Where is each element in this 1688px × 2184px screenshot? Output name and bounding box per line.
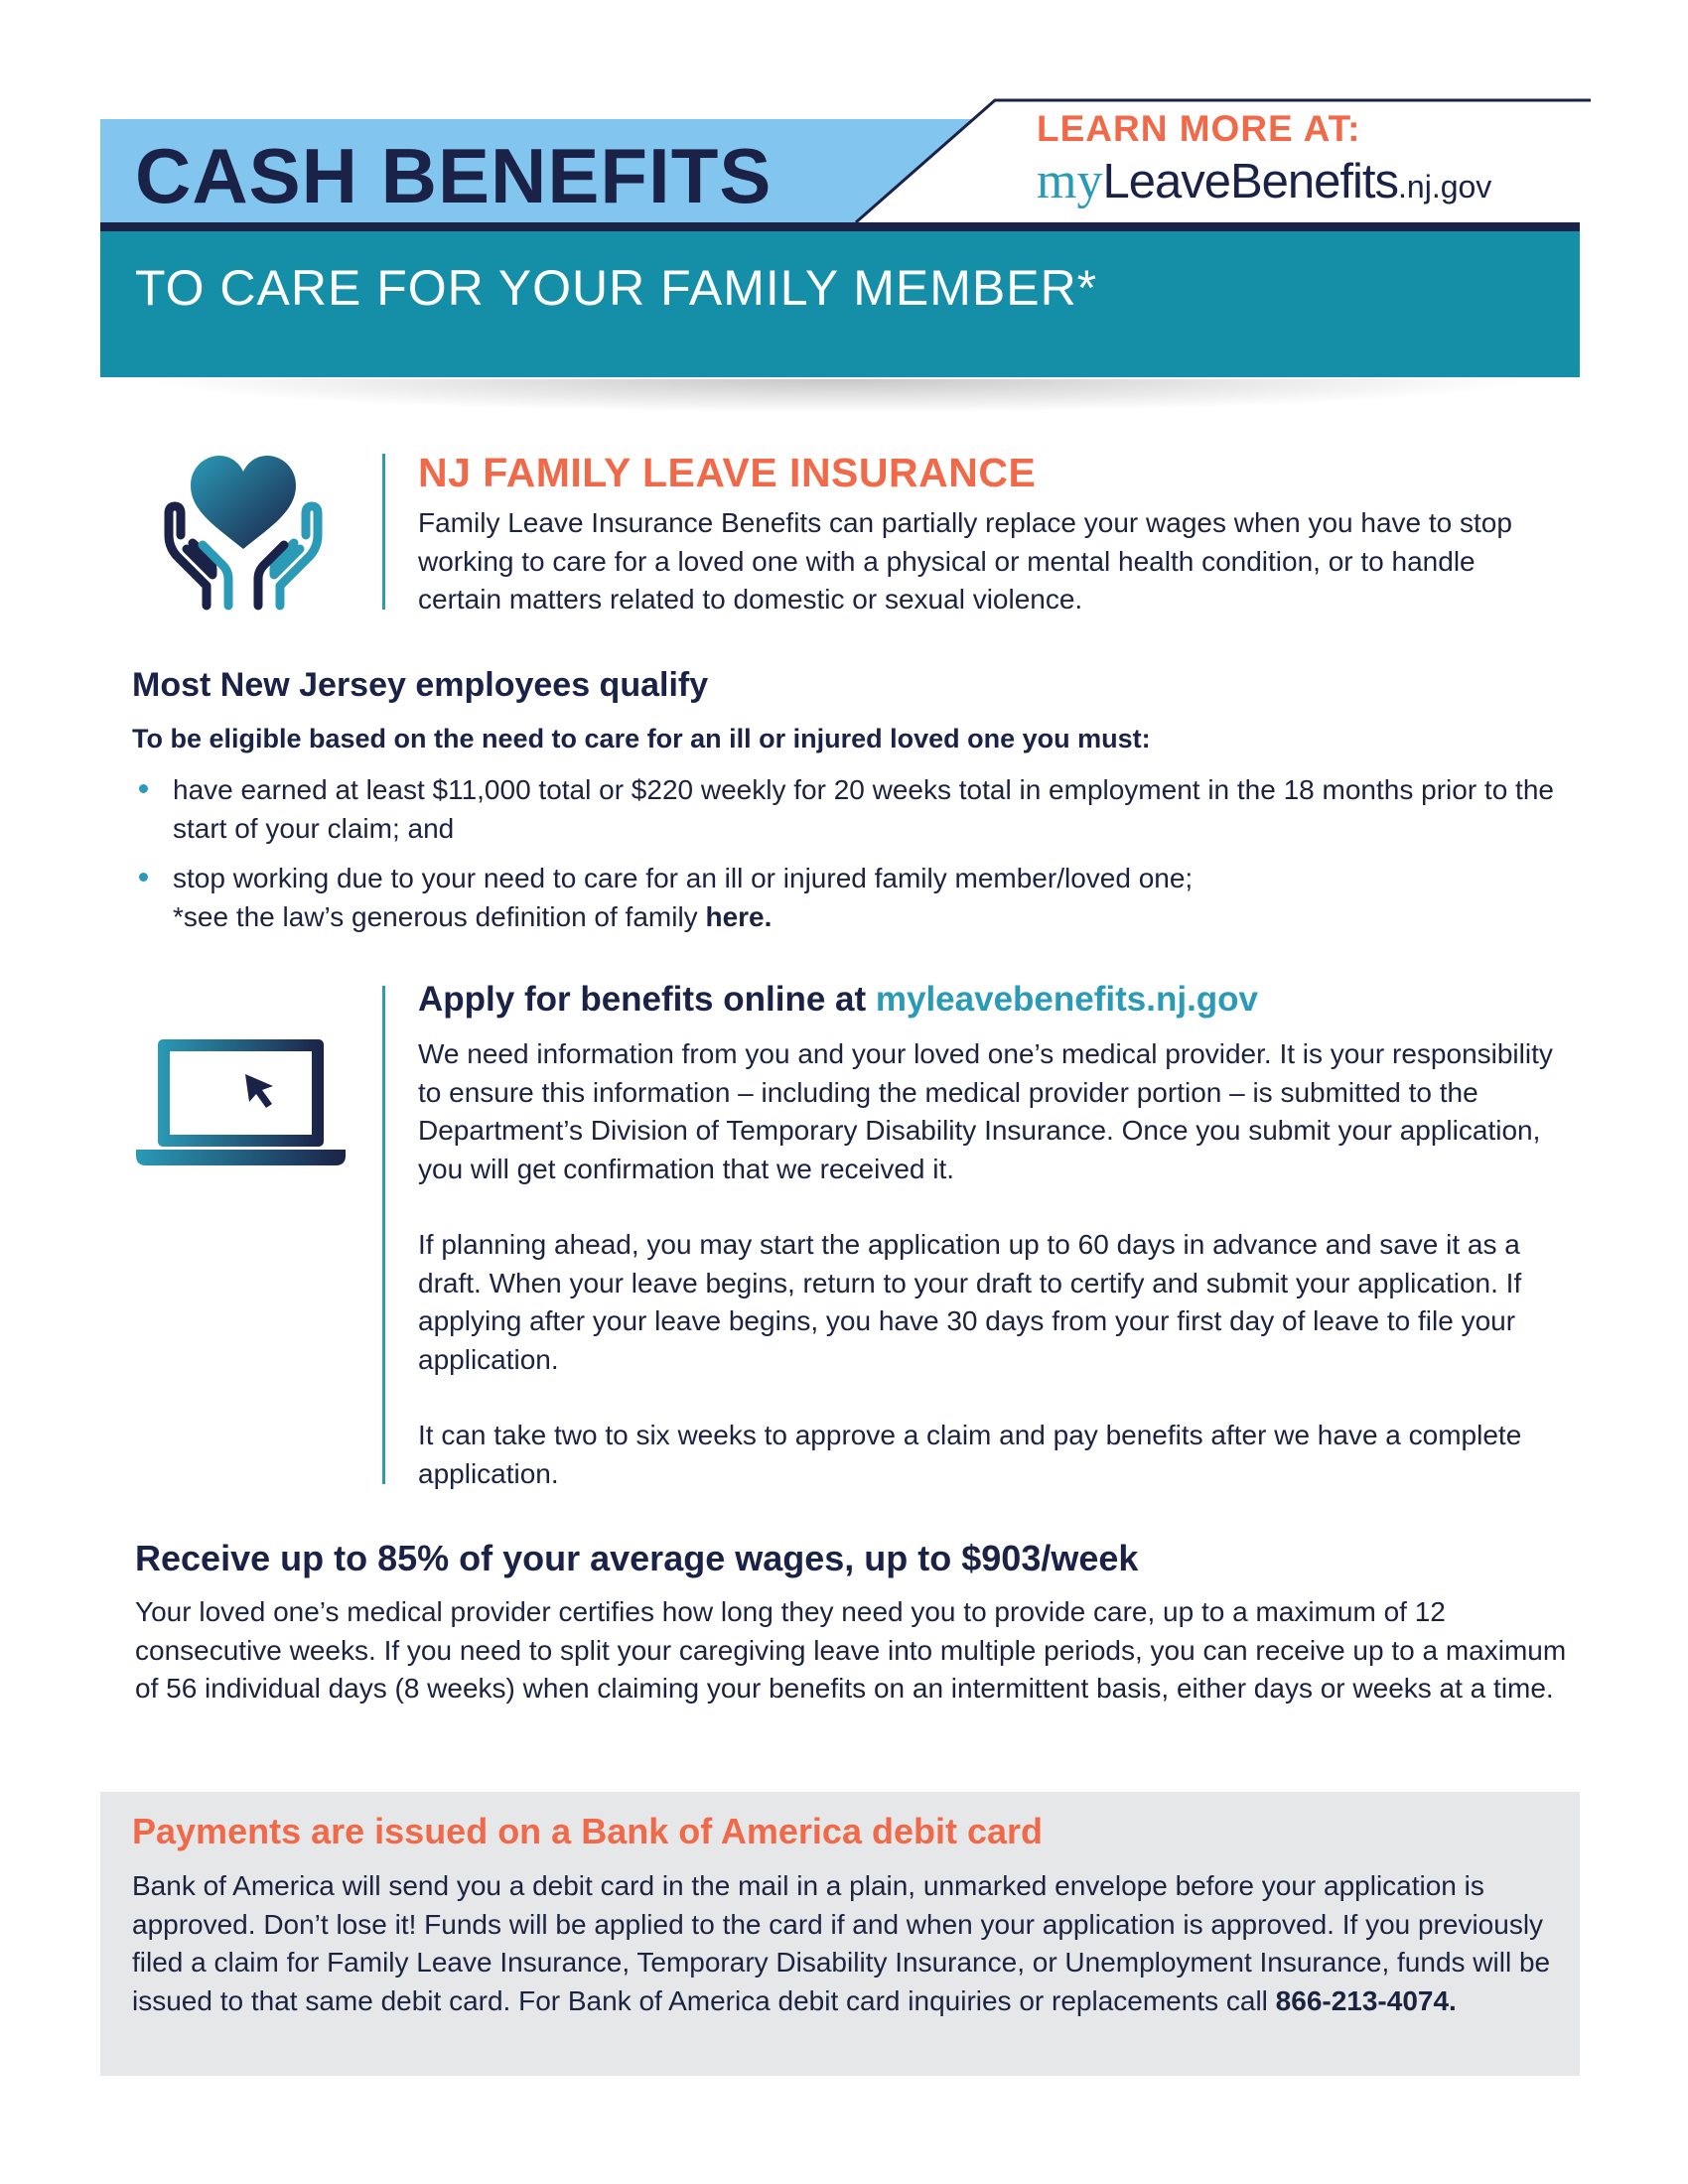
apply-heading-text: Apply for benefits online at [418,980,876,1019]
learn-more-label: LEARN MORE AT: [1037,108,1361,149]
eligibility-item-earnings [132,771,1562,848]
fli-divider [382,454,385,610]
receive-heading: Receive up to 85% of your average wages, up to $903/week [135,1538,1139,1578]
eligibility-item-stop-working-text: stop working due to your need to care for an ill or injured family member/loved one; [173,863,1194,893]
qualify-heading: Most New Jersey employees qualify [132,666,709,704]
family-definition-link[interactable]: here. [705,900,773,932]
site-logo-domain: .nj.gov [1398,169,1492,205]
eligibility-list [132,771,1562,948]
receive-body: Your loved one’s medical provider certifies how long they need you to provide care, up to a maximum of 12 consecutive weeks. If you need to split your caregiving leave into multiple periods, you can receive up to a maximum of 56 individual days (8 weeks) when claiming your benefits on an intermittent basis, either days or weeks at a time. [135,1596,1567,1704]
page-subtitle: TO CARE FOR YOUR FAMILY MEMBER* [135,260,1098,316]
payments-body-text: Bank of America will send you a debit card in the mail in a plain, unmarked envelope before your application is approved. Don’t lose it! Funds will be applied to the card if and when your application is approved. If you previously filed a claim for Family Leave Insurance, Temporary Disability Insurance, or Unemployment Insurance, funds will be issued to that same debit card. For Bank of America debit card inquiries or replacements call [132,1870,1551,2016]
bullet-dot [139,873,148,882]
fli-heading: NJ FAMILY LEAVE INSURANCE [418,450,1037,495]
heart-hands-icon [157,452,331,611]
fli-body: Family Leave Insurance Benefits can partially replace your wages when you have to stop working to care for a loved one with a physical or mental health condition, or to handle certain matters related to domestic or sexual violence. [418,507,1512,614]
eligibility-item-earnings-text: have earned at least $11,000 total or $220 weekly for 20 weeks total in employment in the 18 months prior to the start of your claim; and [173,774,1554,844]
qualify-subheading: To be eligible based on the need to care for an ill or injured loved one you must: [132,724,1151,753]
apply-divider [382,986,385,1484]
payments-phone-number[interactable]: 866-213-4074. [1275,1984,1457,2016]
header-shadow [139,379,1539,413]
site-logo-leavebenefits: LeaveBenefits [1102,155,1399,208]
apply-site-link[interactable]: myleavebenefits.nj.gov [875,980,1259,1019]
apply-paragraph-planning: If planning ahead, you may start the application up to 60 days in advance and save it as a draft. When your leave begins, return to your draft to certify and submit your application. If applying after your leave begins, you have 30 days from your first day of leave to file your application. [418,1229,1522,1375]
family-definition-note: *see the law’s generous definition of family [173,900,706,932]
site-logo-my: my [1037,153,1103,209]
payments-body [132,1867,1562,2020]
header-navy-rule [100,222,1580,231]
bullet-dot [139,784,148,793]
eligibility-item-stop-working [132,860,1562,936]
laptop-cursor-icon [134,1032,348,1171]
apply-paragraph-info: We need information from you and your loved one’s medical provider. It is your responsibility to ensure this information – including the medical provider portion – is submitted to the Department’s Division of Temporary Disability Insurance. Once you submit your application, you will get confirmation that we received it. [418,1038,1553,1184]
payments-heading: Payments are issued on a Bank of America debit card [132,1811,1043,1851]
site-logo-link[interactable] [1037,152,1491,223]
page-title: CASH BENEFITS [135,132,773,219]
apply-paragraph-timing: It can take two to six weeks to approve a claim and pay benefits after we have a complete application. [418,1420,1522,1489]
apply-heading [418,978,1258,1022]
apply-body [418,1035,1580,1531]
